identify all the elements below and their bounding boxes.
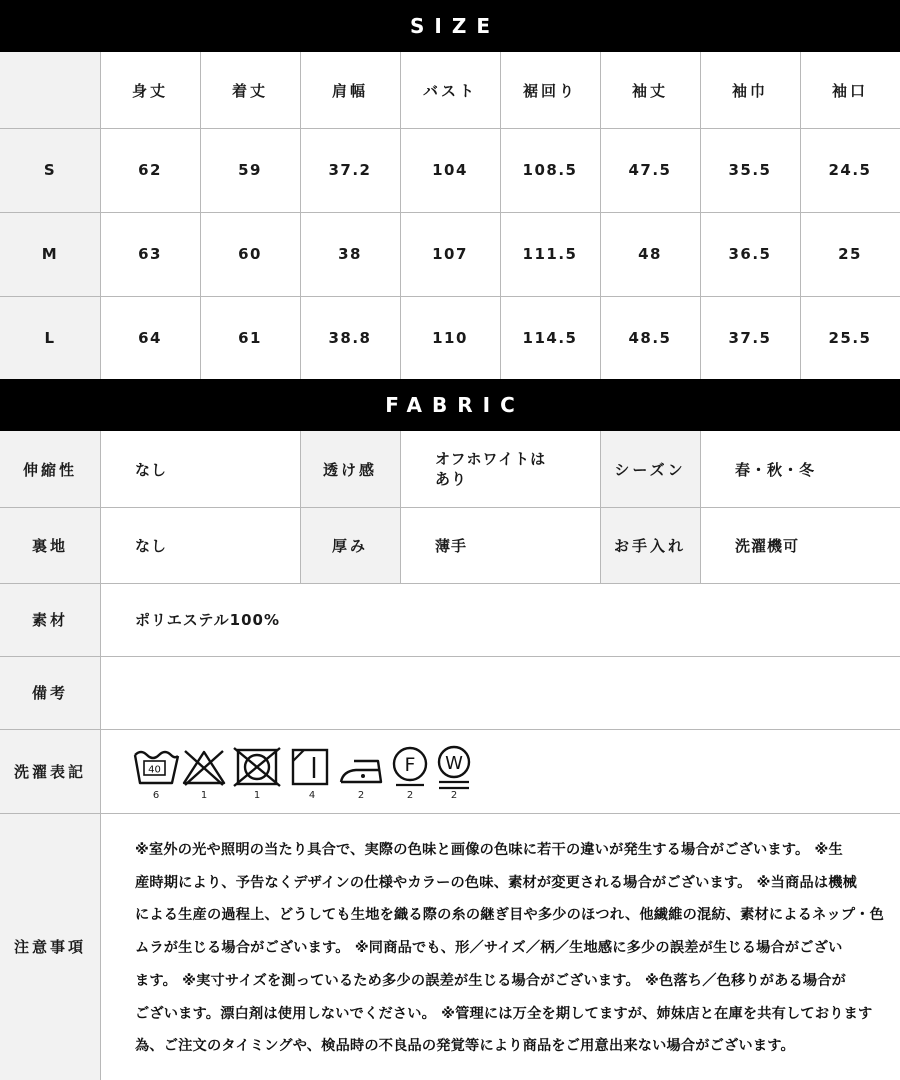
wet-clean-w-icon [434, 745, 474, 793]
table-cell: 114.5 [522, 328, 578, 347]
sheer-value-line1: オフホワイトは [435, 450, 547, 468]
divider [300, 431, 301, 583]
notes-line: 産時期により、予告なくデザインの仕様やカラーの色味、素材が変更される場合がございます。 ※当商品は機械 [135, 874, 857, 891]
table-cell: 61 [238, 328, 262, 347]
care-number: 2 [357, 790, 365, 801]
care-number: 1 [200, 790, 208, 801]
table-cell: 35.5 [728, 161, 772, 179]
care-number: 2 [406, 790, 414, 801]
table-cell: 37.2 [328, 161, 372, 179]
wash-temp: 40 [148, 764, 161, 776]
divider [700, 431, 701, 583]
care-number: 1 [253, 790, 261, 801]
divider [0, 656, 900, 657]
divider [0, 128, 900, 129]
care-number: 6 [152, 790, 160, 801]
divider [200, 52, 201, 379]
material-label: 素材 [0, 583, 100, 656]
divider [0, 813, 900, 814]
fabric-section-header [0, 379, 900, 431]
col-header-body-length: 身丈 [131, 81, 168, 100]
lining-value: なし [135, 536, 168, 555]
thickness-label: 厚み [300, 507, 400, 583]
row-label-m: M [41, 245, 59, 263]
iron-low-icon [338, 753, 384, 787]
notes-line: 為、ご注文のタイミングや、検品時の不良品の発覚等により商品をご用意出来ない場合がございます。 [135, 1038, 795, 1055]
divider [0, 729, 900, 730]
divider [0, 212, 900, 213]
col-header-hem: 裾回り [522, 81, 577, 100]
notes-line: ムラが生じる場合がございます。 ※同商品でも、形／サイズ／柄／生地感に多少の誤差が生じる場合がござい [135, 940, 843, 957]
table-cell: 38.8 [328, 328, 372, 347]
line-dry-shade-icon [290, 747, 332, 787]
sheer-label: 透け感 [300, 431, 400, 507]
thickness-value: 薄手 [435, 536, 468, 555]
divider [300, 52, 301, 379]
table-cell: 111.5 [522, 245, 578, 263]
notes-line: による生産の過程上、どうしても生地を織る際の糸の継ぎ目や多少のほつれ、他繊維の混紡、素材によるネップ・色 [135, 907, 885, 924]
no-tumble-dry-icon [232, 747, 282, 787]
divider [100, 431, 101, 1080]
remarks-value [100, 656, 900, 729]
divider [400, 52, 401, 379]
col-header-total-length: 着丈 [231, 81, 268, 100]
notes-text [135, 834, 885, 1063]
table-cell: 64 [138, 328, 162, 347]
col-header-shoulder: 肩幅 [331, 81, 368, 100]
dry-clean-letter: F [404, 754, 416, 776]
size-title: SIZE [409, 14, 500, 38]
table-cell: 36.5 [728, 245, 772, 263]
table-cell: 48 [638, 245, 662, 263]
table-cell: 60 [238, 245, 262, 263]
notes-label: 注意事項 [0, 813, 100, 1080]
table-cell: 48.5 [628, 328, 672, 347]
sheer-value-line2: あり [435, 470, 468, 488]
care-number: 4 [308, 790, 316, 801]
col-header-cuff: 袖口 [831, 81, 868, 100]
table-cell: 59 [238, 161, 262, 179]
wash-tub-icon [132, 747, 180, 787]
table-cell: 25.5 [828, 328, 872, 347]
remarks-label: 備考 [0, 656, 100, 729]
divider [100, 52, 101, 379]
wash-symbols-label: 洗濯表記 [0, 729, 100, 813]
care-label: お手入れ [600, 507, 700, 583]
material-value: ポリエステル100% [135, 611, 280, 629]
table-cell: 47.5 [628, 161, 672, 179]
notes-line: ございます。漂白剤は使用しないでください。 ※管理には万全を期してますが、姉妹店と在庫を共有しております [135, 1005, 873, 1022]
col-header-sleeve-width: 袖巾 [731, 81, 768, 100]
table-cell: 104 [432, 161, 468, 179]
wet-clean-letter: W [445, 753, 463, 774]
lining-label: 裏地 [0, 507, 100, 583]
table-cell: 25 [838, 245, 862, 263]
divider [600, 52, 601, 379]
fabric-title: FABRIC [385, 393, 525, 417]
table-cell: 108.5 [522, 161, 578, 179]
table-cell: 62 [138, 161, 162, 179]
col-header-bust: バスト [422, 81, 477, 100]
table-cell: 37.5 [728, 328, 772, 347]
table-cell: 38 [338, 245, 362, 263]
divider [400, 431, 401, 583]
care-value: 洗濯機可 [735, 536, 800, 555]
divider [0, 583, 900, 584]
dry-clean-f-icon [390, 745, 430, 789]
divider [0, 507, 900, 508]
notes-line: ます。 ※実寸サイズを測っているため多少の誤差が生じる場合がございます。 ※色落ち／色移りがある場合が [135, 972, 847, 989]
table-cell: 24.5 [828, 161, 872, 179]
size-section-header [0, 0, 900, 52]
stretch-value: なし [135, 460, 168, 479]
divider [600, 431, 601, 583]
row-label-s: S [43, 161, 57, 179]
table-cell: 63 [138, 245, 162, 263]
season-label: シーズン [600, 431, 700, 507]
divider [0, 296, 900, 297]
table-cell: 107 [432, 245, 468, 263]
divider [500, 52, 501, 379]
table-cell: 110 [432, 328, 468, 347]
no-bleach-icon [181, 747, 227, 787]
col-header-sleeve-length: 袖丈 [631, 81, 668, 100]
notes-line: ※室外の光や照明の当たり具合で、実際の色味と画像の色味に若干の違いが発生する場合がございます。 ※生 [135, 842, 843, 858]
care-number: 2 [450, 790, 458, 801]
season-value: 春・秋・冬 [735, 460, 816, 479]
row-label-l: L [44, 328, 56, 347]
stretch-label: 伸縮性 [0, 431, 100, 507]
divider [700, 52, 701, 379]
sheer-value [400, 431, 600, 507]
divider [800, 52, 801, 379]
